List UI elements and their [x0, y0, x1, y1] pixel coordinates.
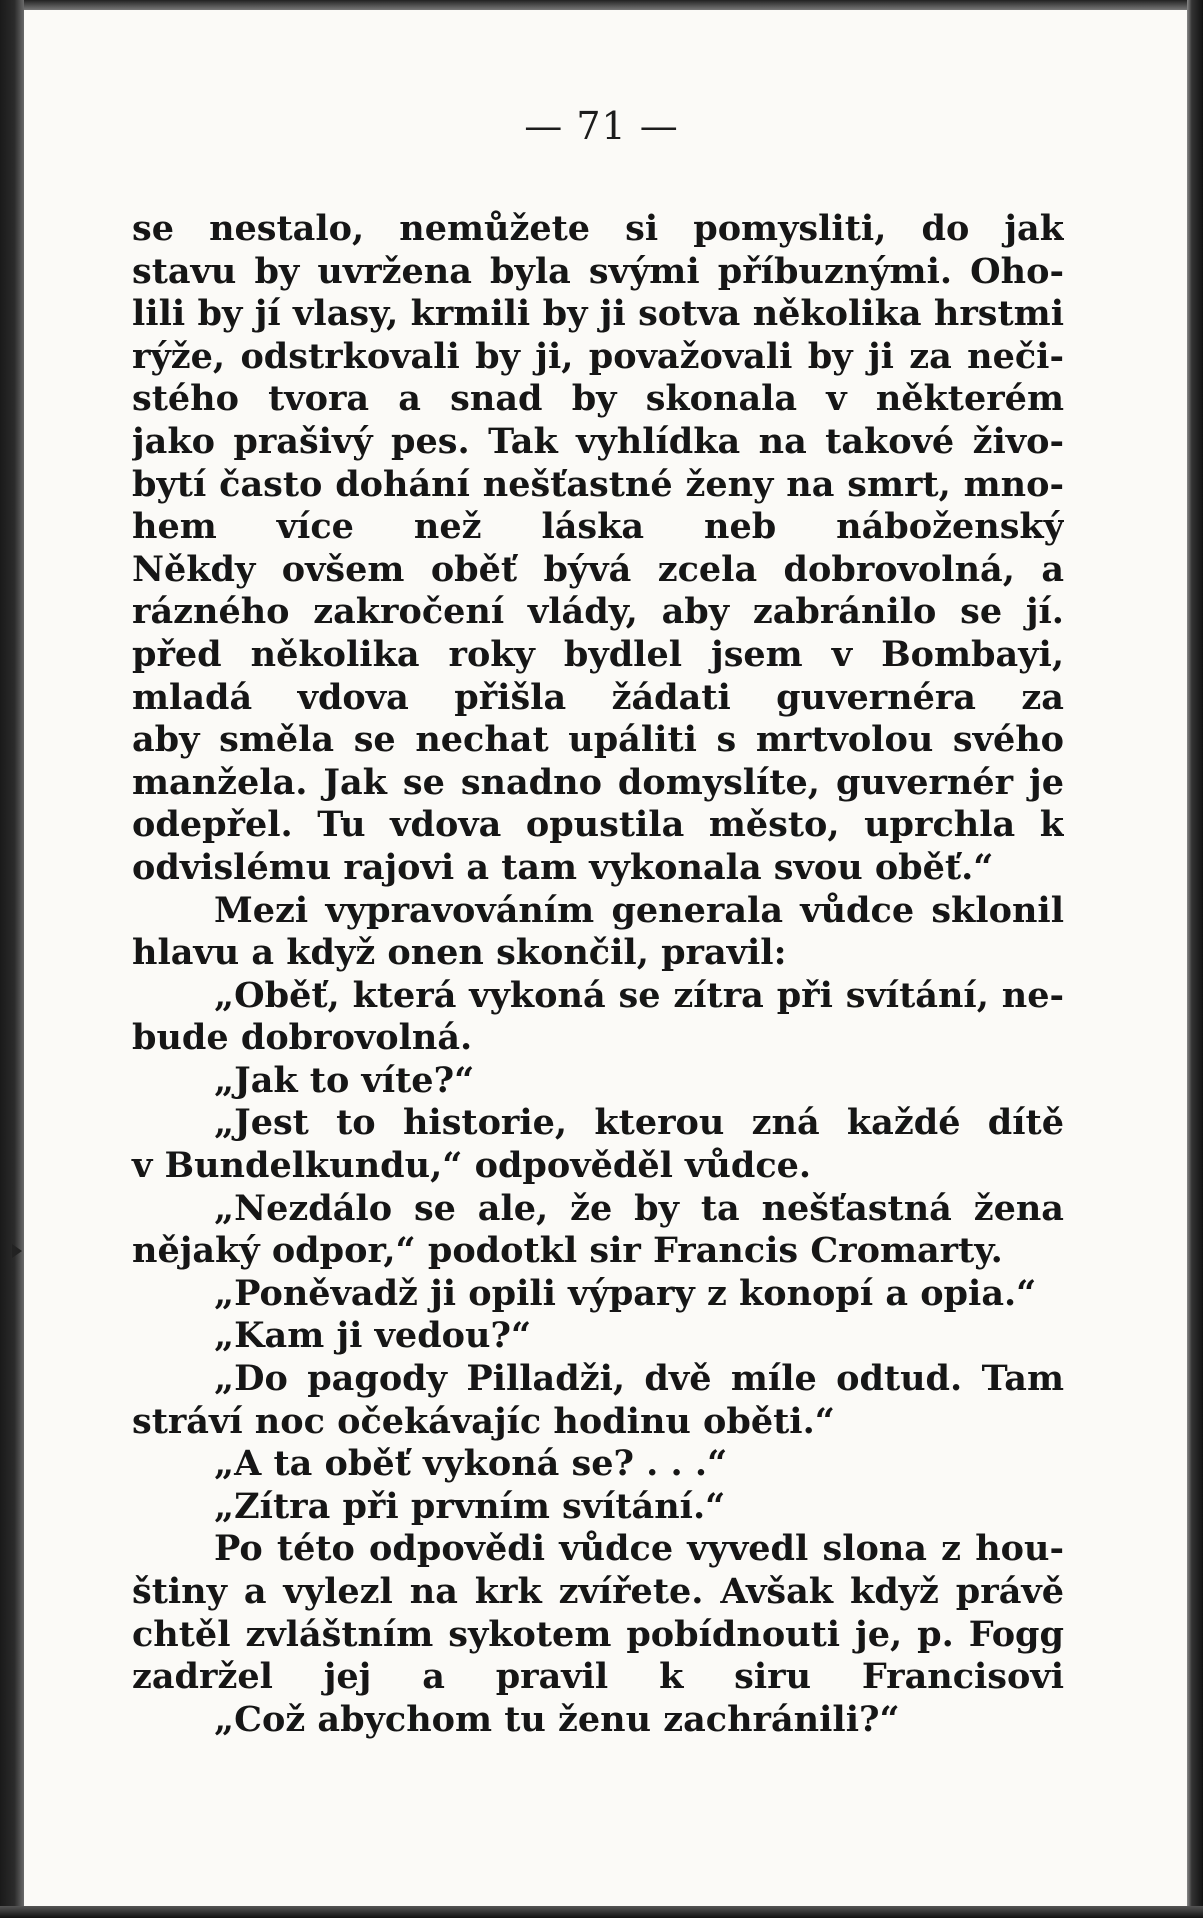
text-line: „A ta oběť vykoná se? . . .“ — [214, 1443, 728, 1485]
text-line: „Do pagody Pilladži, dvě míle odtud. Tam — [214, 1358, 1064, 1400]
page-bottom-shadow — [0, 1906, 1203, 1918]
body-text — [132, 208, 1064, 1741]
text-line: odvislému rajovi a tam vykonala svou oběť.“ — [132, 846, 994, 888]
text-line: „Zítra při prvním svítání.“ — [214, 1485, 726, 1527]
text-line: „Jak to víte?“ — [214, 1059, 475, 1101]
text-line: v Bundelkundu,“ odpověděl vůdce. — [132, 1145, 812, 1187]
text-line: manžela. Jak se snadno domyslíte, guvernér je — [132, 761, 1064, 803]
text-line: aby směla se nechat upáliti s mrtvolou svého — [132, 719, 1064, 761]
text-line: „Oběť, která vykoná se zítra při svítání, ne- — [214, 974, 1064, 1016]
text-line: se nestalo, nemůžete si pomysliti, do jak — [132, 208, 1064, 249]
text-line: hlavu a když onen skončil, pravil: — [132, 932, 787, 974]
text-line: stého tvora a snad by skonala v některém — [132, 378, 1064, 420]
text-line: lili by jí vlasy, krmili by ji sotva několika hrstmi — [132, 293, 1064, 335]
text-line: Někdy ovšem oběť bývá zcela dobrovolná, a — [132, 548, 1064, 590]
page-right-shadow — [1187, 0, 1203, 1918]
text-line: „Nezdálo se ale, že by ta nešťastná žena — [214, 1187, 1064, 1229]
text-line: štiny a vylezl na krk zvířete. Avšak když právě — [132, 1571, 1064, 1612]
text-line: před několika roky bydlel jsem v Bombayi, — [132, 633, 1064, 675]
page-number: — 71 — — [524, 104, 679, 148]
text-line: „Poněvadž ji opili výpary z konopí a opia.“ — [214, 1272, 1037, 1314]
text-line: rýže, odstrkovali by ji, považovali by ji za neči- — [132, 335, 1064, 377]
text-line: bytí často dohání nešťastné ženy na smrt, mno- — [132, 463, 1064, 505]
text-line: Mezi vypravováním generala vůdce sklonil — [214, 889, 1064, 931]
text-line: jako prašivý pes. Tak vyhlídka na takové živo- — [132, 420, 1064, 462]
text-line: zadržel jej a pravil k siru Francisovi — [132, 1656, 1064, 1698]
text-line: odepřel. Tu vdova opustila město, uprchla k — [132, 804, 1064, 846]
text-line: „Což abychom tu ženu zachránili?“ — [214, 1698, 900, 1740]
text-line: stráví noc očekávajíc hodinu oběti.“ — [132, 1400, 835, 1442]
text-line: Po této odpovědi vůdce vyvedl slona z hou- — [214, 1528, 1064, 1570]
text-line: nějaký odpor,“ podotkl sir Francis Cromarty. — [132, 1230, 1003, 1272]
text-line: hem více než láska neb náboženský — [132, 506, 1064, 548]
text-line: bude dobrovolná. — [132, 1017, 473, 1059]
text-line: „Kam ji vedou?“ — [214, 1315, 532, 1357]
text-line: stavu by uvržena byla svými příbuznými. Oho- — [132, 250, 1064, 292]
text-line: chtěl zvláštním sykotem pobídnouti je, p. Fogg — [132, 1613, 1064, 1655]
margin-arrow-icon — [12, 1244, 22, 1258]
text-line: rázného zakročení vlády, aby zabránilo se jí. — [132, 591, 1064, 633]
page-top-shadow — [0, 0, 1203, 10]
page-left-shadow — [0, 0, 24, 1918]
text-line: mladá vdova přišla žádati guvernéra za — [132, 676, 1064, 718]
text-line: „Jest to historie, kterou zná každé dítě — [214, 1102, 1064, 1144]
